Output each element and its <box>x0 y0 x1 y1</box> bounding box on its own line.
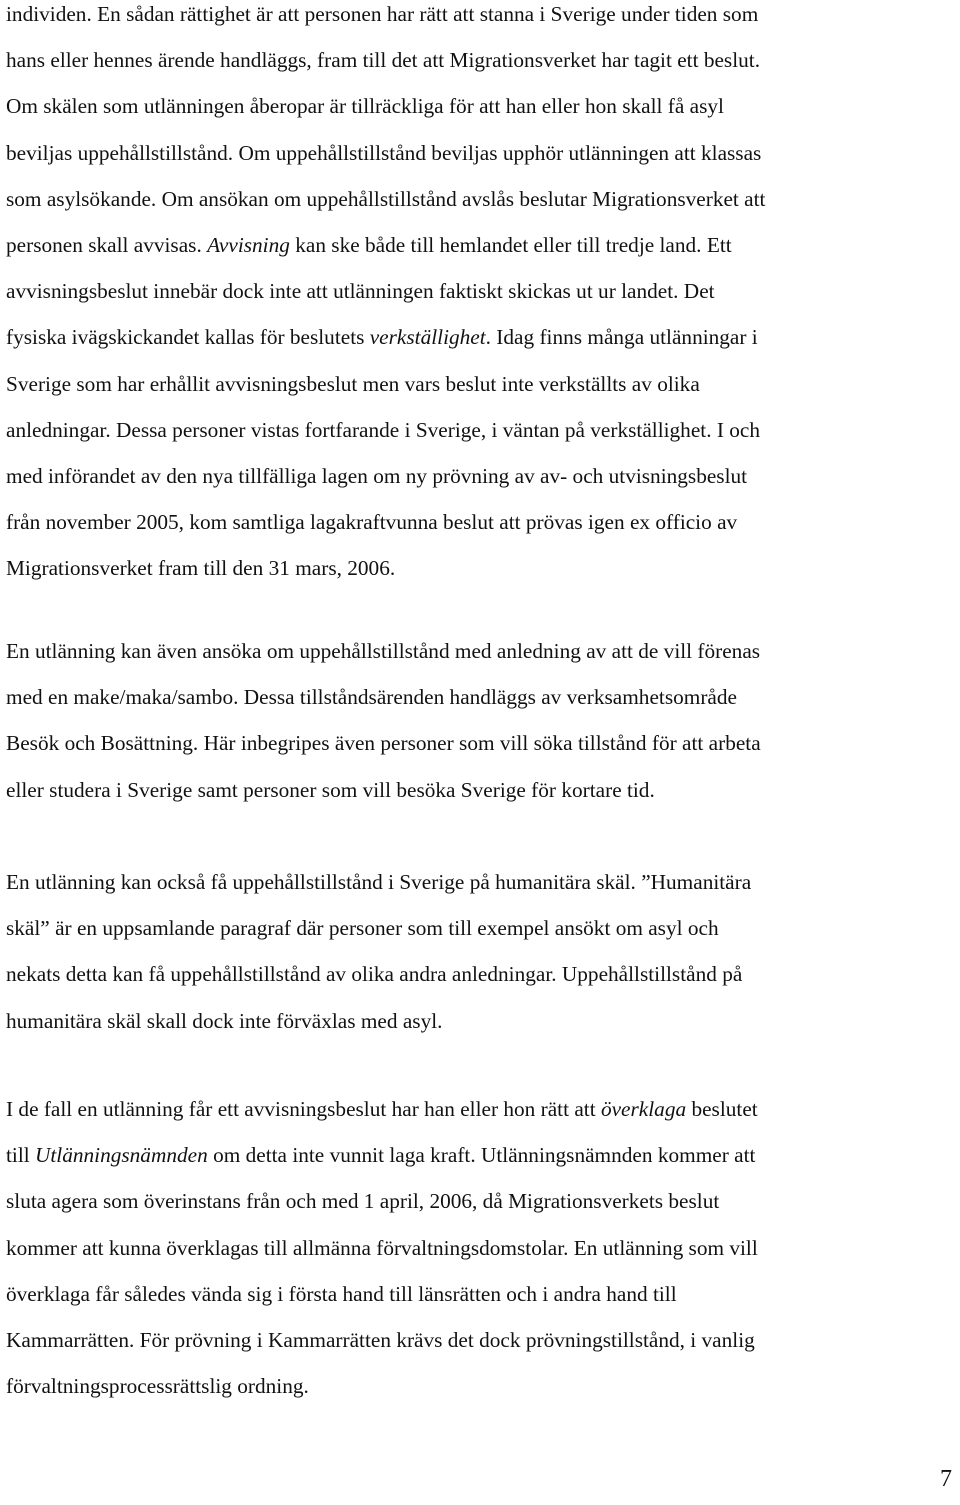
text-line <box>6 859 751 905</box>
text-run: skäl” är en uppsamlande paragraf där personer som till exempel ansökt om asyl och <box>6 916 719 941</box>
italic-text-run: överklaga <box>600 1097 687 1121</box>
text-run: fysiska ivägskickandet kallas för beslutets <box>6 325 370 350</box>
text-run: överklaga får således vända sig i första hand till länsrätten och i andra hand till <box>6 1281 677 1306</box>
text-line <box>6 1132 758 1178</box>
text-line <box>6 222 765 268</box>
paragraph-2 <box>6 628 761 813</box>
page-number: 7 <box>940 1466 952 1492</box>
text-run: Om skälen som utlänningen åberopar är tillräckliga för att han eller hon skall få asyl <box>6 94 724 119</box>
paragraph-1 <box>6 0 765 591</box>
text-run: nekats detta kan få uppehållstillstånd av olika andra anledningar. Uppehållstillstånd på <box>6 962 743 987</box>
text-run: hans eller hennes ärende handläggs, fram till det att Migrationsverket har tagit ett beslut. <box>6 48 761 73</box>
text-line <box>6 83 765 129</box>
text-line <box>6 545 765 591</box>
text-run: En utlänning kan också få uppehållstillstånd i Sverige på humanitära skäl. ”Humanitära <box>6 870 752 894</box>
text-line <box>6 453 765 499</box>
text-line <box>6 998 751 1044</box>
text-line <box>6 268 765 314</box>
text-run: Migrationsverket fram till den 31 mars, 2006. <box>6 556 396 581</box>
text-run: som asylsökande. Om ansökan om uppehållstillstånd avslås beslutar Migrationsverket att <box>6 186 766 211</box>
text-run: eller studera i Sverige samt personer som vill besöka Sverige för kortare tid. <box>6 777 655 802</box>
text-line <box>6 905 751 951</box>
text-line <box>6 674 761 720</box>
text-line <box>6 176 765 222</box>
text-run: Besök och Bosättning. Här inbegripes även personer som vill söka tillstånd för att arbeta <box>6 731 761 756</box>
text-run: förvaltningsprocessrättslig ordning. <box>6 1374 309 1399</box>
italic-text-run: Avvisning <box>207 232 290 257</box>
italic-text-run: Utlänningsnämnden <box>35 1143 208 1168</box>
text-run: kan ske både till hemlandet eller till tredje land. Ett <box>289 232 732 257</box>
text-line <box>6 37 765 83</box>
text-line <box>6 767 761 813</box>
text-run: till <box>6 1143 35 1168</box>
text-run: I de fall en utlänning får ett avvisningsbeslut har han eller hon rätt att <box>6 1097 601 1121</box>
paragraph-3 <box>6 859 751 1044</box>
text-run: humanitära skäl skall dock inte förväxlas med asyl. <box>6 1008 443 1033</box>
text-line <box>6 0 765 37</box>
text-line <box>6 951 751 997</box>
text-line <box>6 361 765 407</box>
text-run: om detta inte vunnit laga kraft. Utlänningsnämnden kommer att <box>207 1143 756 1168</box>
text-run: . Idag finns många utlänningar i <box>485 325 758 350</box>
text-line <box>6 720 761 766</box>
text-line <box>6 499 765 545</box>
text-line <box>6 1178 758 1224</box>
text-line <box>6 1271 758 1317</box>
text-run: från november 2005, kom samtliga lagakraftvunna beslut att prövas igen ex officio av <box>6 510 738 535</box>
text-run: beslutet <box>686 1097 758 1121</box>
text-run: avvisningsbeslut innebär dock inte att utlänningen faktiskt skickas ut ur landet. Det <box>6 279 715 304</box>
text-run: med en make/maka/sambo. Dessa tillståndsärenden handläggs av verksamhetsområde <box>6 685 737 710</box>
text-run: individen. En sådan rättighet är att personen har rätt att stanna i Sverige under tiden som <box>6 2 759 26</box>
text-line <box>6 314 765 360</box>
text-line <box>6 130 765 176</box>
italic-text-run: verkställighet <box>369 325 486 350</box>
text-run: personen skall avvisas. <box>6 232 208 257</box>
text-run: sluta agera som överinstans från och med 1 april, 2006, då Migrationsverkets beslut <box>6 1189 720 1214</box>
text-line <box>6 1225 758 1271</box>
text-run: Kammarrätten. För prövning i Kammarrätten krävs det dock prövningstillstånd, i vanlig <box>6 1327 755 1352</box>
text-line <box>6 1363 758 1409</box>
text-run: med införandet av den nya tillfälliga lagen om ny prövning av av- och utvisningsbeslut <box>6 463 748 488</box>
text-run: beviljas uppehållstillstånd. Om uppehållstillstånd beviljas upphör utlänningen att klassas <box>6 140 762 165</box>
text-line <box>6 1086 758 1132</box>
text-run: kommer att kunna överklagas till allmänna förvaltningsdomstolar. En utlänning som vill <box>6 1235 758 1260</box>
text-run: En utlänning kan även ansöka om uppehållstillstånd med anledning av att de vill förenas <box>6 639 761 663</box>
text-line <box>6 407 765 453</box>
paragraph-4 <box>6 1086 758 1409</box>
text-line <box>6 628 761 674</box>
text-line <box>6 1317 758 1363</box>
text-run: anledningar. Dessa personer vistas fortfarande i Sverige, i väntan på verkställighet. I och <box>6 417 761 442</box>
text-run: Sverige som har erhållit avvisningsbeslut men vars beslut inte verkställts av olika <box>6 371 700 396</box>
